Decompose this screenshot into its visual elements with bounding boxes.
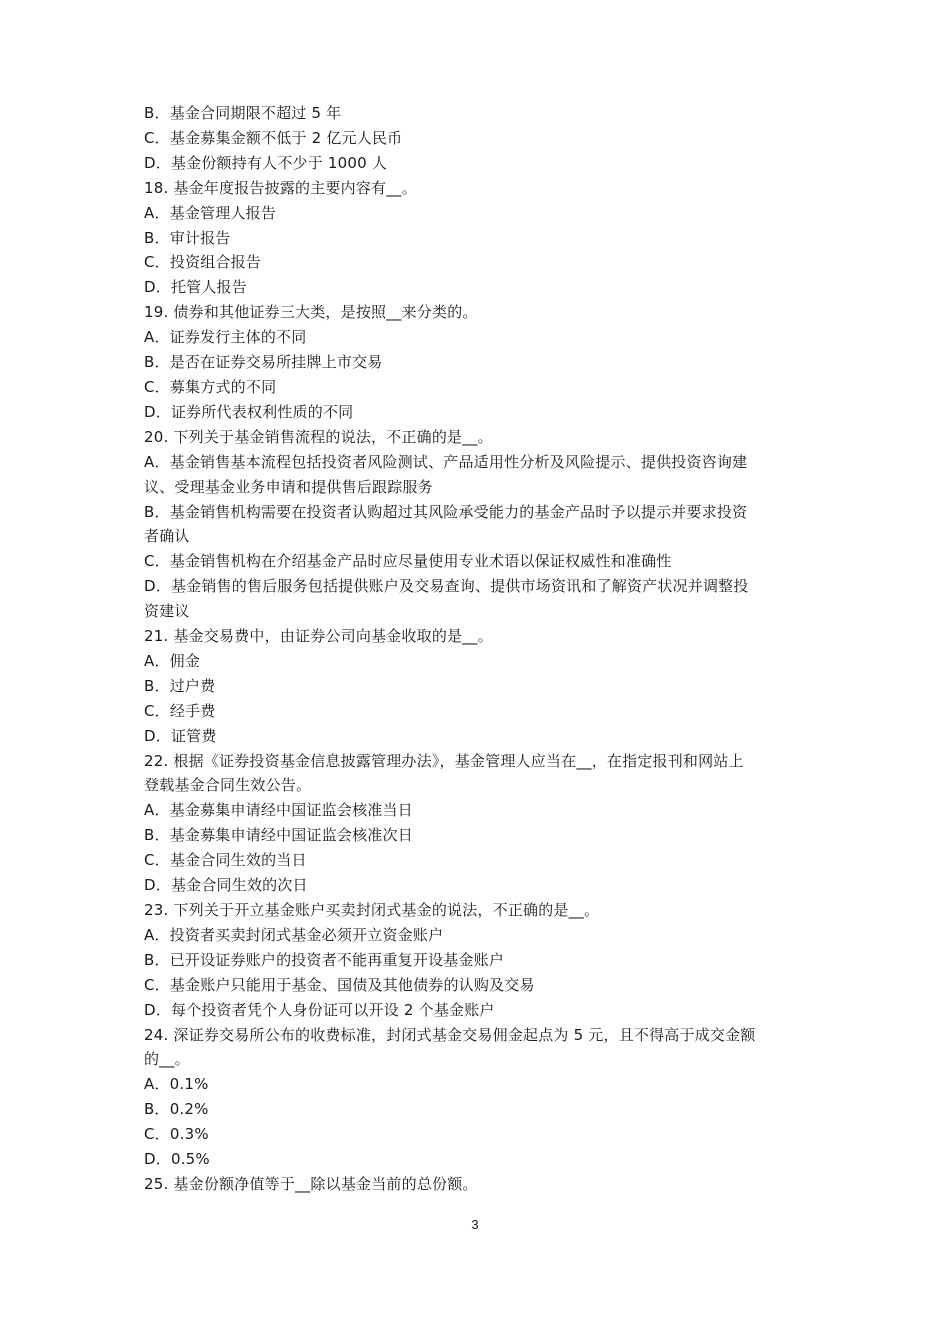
text-line: B．已开设证券账户的投资者不能再重复开设基金账户 — [144, 950, 505, 969]
text-line: B．审计报告 — [144, 228, 231, 247]
text-line: 者确认 — [144, 527, 190, 546]
text-line: D．证券所代表权利性质的不同 — [144, 402, 354, 421]
text-line: C．基金合同生效的当日 — [144, 851, 307, 870]
text-line: D．证管费 — [144, 726, 217, 745]
text-line: A．基金销售基本流程包括投资者风险测试、产品适用性分析及风险提示、提供投资咨询建 — [144, 452, 748, 471]
text-line: 20. 下列关于基金销售流程的说法，不正确的是__。 — [144, 427, 493, 446]
text-line: C．募集方式的不同 — [144, 377, 277, 396]
text-line: 22. 根据《证券投资基金信息披露管理办法》，基金管理人应当在__，在指定报刊和网站上 — [144, 751, 744, 770]
text-line: C．0.3% — [144, 1125, 209, 1144]
document-body — [144, 101, 812, 1197]
text-line: A．证券发行主体的不同 — [144, 328, 307, 347]
text-line: 21. 基金交易费中，由证券公司向基金收取的是__。 — [144, 627, 493, 646]
text-line: A．投资者买卖封闭式基金必须开立资金账户 — [144, 925, 444, 944]
text-line: 议、受理基金业务申请和提供售后跟踪服务 — [144, 477, 433, 496]
text-line: 18. 基金年度报告披露的主要内容有__。 — [144, 178, 417, 197]
text-line: 登载基金合同生效公告。 — [144, 776, 312, 795]
text-line: B．过户费 — [144, 676, 216, 695]
text-line: 24. 深证券交易所公布的收费标准，封闭式基金交易佣金起点为 5 元，且不得高于成交金额 — [144, 1025, 756, 1044]
text-line: C．经手费 — [144, 701, 216, 720]
text-line: A．基金管理人报告 — [144, 203, 277, 222]
text-line: B．基金合同期限不超过 5 年 — [144, 104, 342, 122]
text-line: D．基金销售的售后服务包括提供账户及交易查询、提供市场资讯和了解资产状况并调整投 — [144, 577, 749, 596]
text-line: C．基金账户只能用于基金、国债及其他债券的认购及交易 — [144, 975, 535, 994]
text-line: D．基金合同生效的次日 — [144, 876, 308, 895]
text-line: D．0.5% — [144, 1150, 210, 1169]
text-line: C．投资组合报告 — [144, 253, 262, 272]
text-line: C．基金销售机构在介绍基金产品时应尽量使用专业术语以保证权威性和准确性 — [144, 552, 672, 571]
text-line: C．基金募集金额不低于 2 亿元人民币 — [144, 128, 403, 147]
text-line: 25. 基金份额净值等于__除以基金当前的总份额。 — [144, 1174, 478, 1193]
text-line: B．基金募集申请经中国证监会核准次日 — [144, 826, 413, 845]
page-number: 3 — [471, 1217, 479, 1232]
text-line: D．托管人报告 — [144, 278, 247, 297]
text-line: A．0.1% — [144, 1075, 209, 1094]
text-line: B．是否在证券交易所挂牌上市交易 — [144, 353, 383, 372]
text-line: D．每个投资者凭个人身份证可以开设 2 个基金账户 — [144, 1000, 495, 1019]
text-line: A．佣金 — [144, 651, 201, 670]
text-line: 资建议 — [144, 602, 190, 621]
text-line: D．基金份额持有人不少于 1000 人 — [144, 153, 388, 172]
text-line: B．基金销售机构需要在投资者认购超过其风险承受能力的基金产品时予以提示并要求投资 — [144, 502, 748, 521]
text-line: 的__。 — [144, 1050, 190, 1069]
text-line: A．基金募集申请经中国证监会核准当日 — [144, 801, 413, 820]
text-line: 23. 下列关于开立基金账户买卖封闭式基金的说法，不正确的是__。 — [144, 901, 600, 919]
text-line: 19. 债券和其他证券三大类，是按照__来分类的。 — [144, 303, 478, 322]
text-line: B．0.2% — [144, 1100, 209, 1119]
